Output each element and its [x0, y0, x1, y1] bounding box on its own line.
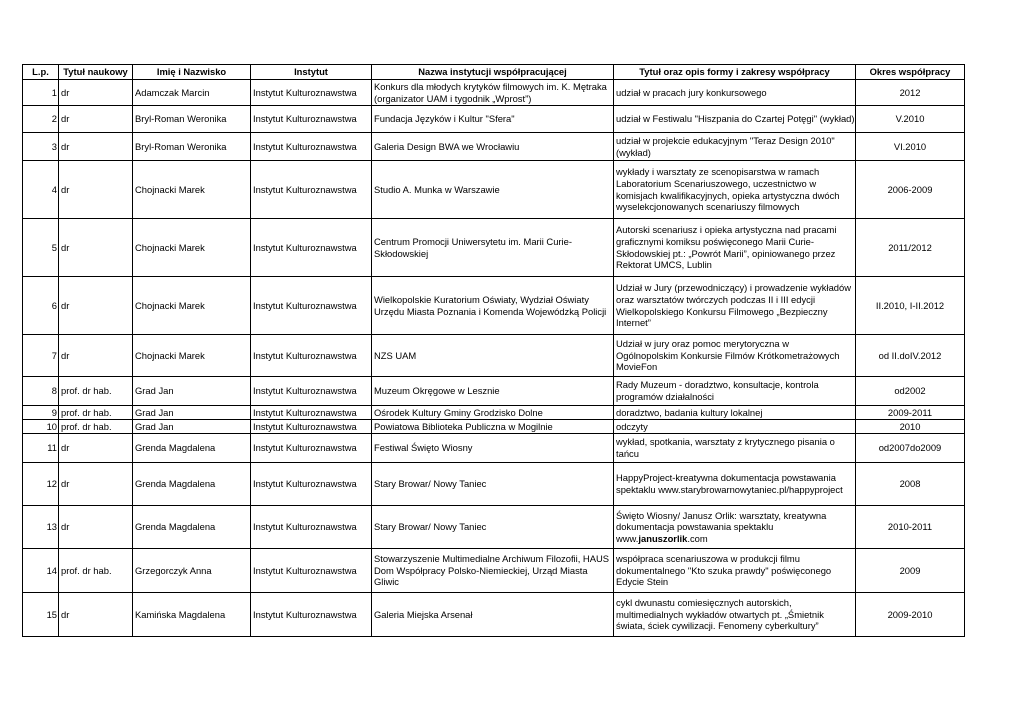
cell-name: Bryl-Roman Weronika	[133, 106, 251, 133]
cell-institute: Instytut Kulturoznawstwa	[251, 406, 372, 420]
cell-description: Udział w jury oraz pomoc merytoryczna w Ogólnopolskim Konkursie Filmów Krótkometrażowych MovieFon	[614, 335, 856, 377]
cell-partner: Fundacja Języków i Kultur "Sfera"	[372, 106, 614, 133]
cell-lp: 3	[23, 133, 59, 161]
cell-period: V.2010	[856, 106, 965, 133]
cell-period: 2008	[856, 463, 965, 506]
cell-institute: Instytut Kulturoznawstwa	[251, 549, 372, 593]
cell-period: od II.doIV.2012	[856, 335, 965, 377]
cell-title: dr	[59, 161, 133, 219]
cell-institute: Instytut Kulturoznawstwa	[251, 593, 372, 637]
cell-lp: 13	[23, 506, 59, 549]
cell-title: dr	[59, 463, 133, 506]
cell-title: dr	[59, 593, 133, 637]
cell-description: udział w Festiwalu "Hiszpania do Czartej Potęgi" (wykład)	[614, 106, 856, 133]
cell-period: II.2010, I-II.2012	[856, 277, 965, 335]
cell-name: Grad Jan	[133, 406, 251, 420]
cell-lp: 15	[23, 593, 59, 637]
cell-institute: Instytut Kulturoznawstwa	[251, 106, 372, 133]
table-row	[23, 506, 965, 549]
cell-name: Grad Jan	[133, 377, 251, 406]
cell-period: 2010	[856, 420, 965, 434]
cell-partner: Powiatowa Biblioteka Publiczna w Mogilnie	[372, 420, 614, 434]
table-row	[23, 106, 965, 133]
cell-period: od2002	[856, 377, 965, 406]
cell-period: 2009	[856, 549, 965, 593]
cell-institute: Instytut Kulturoznawstwa	[251, 219, 372, 277]
cell-lp: 14	[23, 549, 59, 593]
cell-lp: 7	[23, 335, 59, 377]
cell-lp: 12	[23, 463, 59, 506]
cell-period: 2009-2011	[856, 406, 965, 420]
table-row	[23, 593, 965, 637]
table-row	[23, 219, 965, 277]
cell-institute: Instytut Kulturoznawstwa	[251, 463, 372, 506]
cell-title: prof. dr hab.	[59, 377, 133, 406]
cell-description: cykl dwunastu comiesięcznych autorskich, multimedialnych wykładów otwartych pt. „Śmietnik świata, ściek cywilizacji. Fenomeny cyberkultury”	[614, 593, 856, 637]
table-row	[23, 377, 965, 406]
cell-description: wykład, spotkania, warsztaty z krytycznego pisania o tańcu	[614, 434, 856, 463]
cell-title: dr	[59, 277, 133, 335]
header-cell: Tytuł naukowy	[59, 65, 133, 80]
cell-partner: Festiwal Święto Wiosny	[372, 434, 614, 463]
table-row	[23, 277, 965, 335]
table-row	[23, 420, 965, 434]
table-row	[23, 80, 965, 106]
header-cell: Nazwa instytucji współpracującej	[372, 65, 614, 80]
cell-title: dr	[59, 506, 133, 549]
cell-institute: Instytut Kulturoznawstwa	[251, 377, 372, 406]
cell-title: dr	[59, 219, 133, 277]
cell-partner: Galeria Design BWA we Wrocławiu	[372, 133, 614, 161]
cell-title: dr	[59, 80, 133, 106]
cell-name: Grenda Magdalena	[133, 434, 251, 463]
cell-partner: Galeria Miejska Arsenał	[372, 593, 614, 637]
cell-title: dr	[59, 133, 133, 161]
cooperation-sheet	[22, 64, 965, 637]
cell-name: Chojnacki Marek	[133, 219, 251, 277]
cell-name: Chojnacki Marek	[133, 277, 251, 335]
cell-period: 2011/2012	[856, 219, 965, 277]
cell-lp: 1	[23, 80, 59, 106]
header-cell: Tytuł oraz opis formy i zakresy współpracy	[614, 65, 856, 80]
cell-institute: Instytut Kulturoznawstwa	[251, 277, 372, 335]
cell-lp: 4	[23, 161, 59, 219]
cell-description: udział w projekcie edukacyjnym "Teraz Design 2010" (wykład)	[614, 133, 856, 161]
cell-title: prof. dr hab.	[59, 420, 133, 434]
cell-institute: Instytut Kulturoznawstwa	[251, 506, 372, 549]
cell-institute: Instytut Kulturoznawstwa	[251, 434, 372, 463]
cell-lp: 2	[23, 106, 59, 133]
description-text-end: .com	[687, 532, 708, 544]
cell-institute: Instytut Kulturoznawstwa	[251, 420, 372, 434]
cell-institute: Instytut Kulturoznawstwa	[251, 161, 372, 219]
header-cell: Okres współpracy	[856, 65, 965, 80]
cell-partner: NZS UAM	[372, 335, 614, 377]
cell-partner: Konkurs dla młodych krytyków filmowych im. K. Mętraka (organizator UAM i tygodnik „Wprost”)	[372, 80, 614, 106]
cell-title: prof. dr hab.	[59, 406, 133, 420]
cell-period: 2012	[856, 80, 965, 106]
cell-name: Chojnacki Marek	[133, 161, 251, 219]
cell-partner: Centrum Promocji Uniwersytetu im. Marii Curie-Skłodowskiej	[372, 219, 614, 277]
header-cell: Imię i Nazwisko	[133, 65, 251, 80]
cell-description: odczyty	[614, 420, 856, 434]
cell-description: Rady Muzeum - doradztwo, konsultacje, kontrola programów działalności	[614, 377, 856, 406]
cooperation-table	[22, 64, 965, 637]
cell-description: wykłady i warsztaty ze scenopisarstwa w ramach Laboratorium Scenariuszowego, uczestnictwo w komisjach kwalifikacyjnych, opieka artystyczna dwóch wyselekcjonowanych scenariuszy filmowych	[614, 161, 856, 219]
cell-description: Autorski scenariusz i opieka artystyczna nad pracami graficznymi komiksu poświęconego Marii Curie-Skłodowskiej pt.: „Powrót Marii”, opiniowanego przez Rektorat UMCS, Lublin	[614, 219, 856, 277]
cell-name: Kamińska Magdalena	[133, 593, 251, 637]
cell-lp: 6	[23, 277, 59, 335]
cell-period: 2010-2011	[856, 506, 965, 549]
description-text: Święto Wiosny/ Janusz Orlik: warsztaty, kreatywna dokumentacja powstawania spektaklu www.	[616, 509, 827, 544]
cell-institute: Instytut Kulturoznawstwa	[251, 133, 372, 161]
cell-partner: Ośrodek Kultury Gminy Grodzisko Dolne	[372, 406, 614, 420]
table-row	[23, 463, 965, 506]
cell-lp: 5	[23, 219, 59, 277]
cell-description: Udział w Jury (przewodniczący) i prowadzenie wykładów oraz warsztatów twórczych podczas II i III edycji Wielkopolskiego Konkursu Filmowego „Bezpieczny Internet”	[614, 277, 856, 335]
cell-lp: 9	[23, 406, 59, 420]
cell-period: 2006-2009	[856, 161, 965, 219]
cell-partner: Stowarzyszenie Multimedialne Archiwum Filozofii, HAUS Dom Współpracy Polsko-Niemieckiej, Urząd Miasta Gliwic	[372, 549, 614, 593]
cell-title: dr	[59, 106, 133, 133]
header-row	[23, 65, 965, 80]
cell-name: Bryl-Roman Weronika	[133, 133, 251, 161]
cell-title: dr	[59, 434, 133, 463]
cell-partner: Muzeum Okręgowe w Lesznie	[372, 377, 614, 406]
header-cell: Instytut	[251, 65, 372, 80]
cell-lp: 8	[23, 377, 59, 406]
cell-institute: Instytut Kulturoznawstwa	[251, 80, 372, 106]
cell-period: 2009-2010	[856, 593, 965, 637]
cell-period: VI.2010	[856, 133, 965, 161]
cell-period: od2007do2009	[856, 434, 965, 463]
table-row	[23, 161, 965, 219]
table-row	[23, 434, 965, 463]
cell-description: współpraca scenariuszowa w produkcji filmu dokumentalnego "Kto szuka prawdy" poświęconego Edycie Stein	[614, 549, 856, 593]
cell-description: doradztwo, badania kultury lokalnej	[614, 406, 856, 420]
cell-title: dr	[59, 335, 133, 377]
cell-name: Grad Jan	[133, 420, 251, 434]
cell-partner: Studio A. Munka w Warszawie	[372, 161, 614, 219]
cell-partner: Wielkopolskie Kuratorium Oświaty, Wydział Oświaty Urzędu Miasta Poznania i Komenda Wojewódzką Policji	[372, 277, 614, 335]
cell-name: Grenda Magdalena	[133, 506, 251, 549]
cell-partner: Stary Browar/ Nowy Taniec	[372, 506, 614, 549]
cell-title: prof. dr hab.	[59, 549, 133, 593]
cell-description	[614, 506, 856, 549]
cell-partner: Stary Browar/ Nowy Taniec	[372, 463, 614, 506]
table-row	[23, 549, 965, 593]
table-row	[23, 335, 965, 377]
cell-name: Chojnacki Marek	[133, 335, 251, 377]
table-row	[23, 133, 965, 161]
cell-lp: 10	[23, 420, 59, 434]
cell-name: Grenda Magdalena	[133, 463, 251, 506]
cell-institute: Instytut Kulturoznawstwa	[251, 335, 372, 377]
table-row	[23, 406, 965, 420]
cell-description: HappyProject-kreatywna dokumentacja powstawania spektaklu www.starybrowarnowytaniec.pl/happyproject	[614, 463, 856, 506]
header-cell: L.p.	[23, 65, 59, 80]
description-domain-bold: januszorlik	[638, 532, 688, 544]
cell-name: Adamczak Marcin	[133, 80, 251, 106]
cell-description: udział w pracach jury konkursowego	[614, 80, 856, 106]
cell-lp: 11	[23, 434, 59, 463]
cell-name: Grzegorczyk Anna	[133, 549, 251, 593]
